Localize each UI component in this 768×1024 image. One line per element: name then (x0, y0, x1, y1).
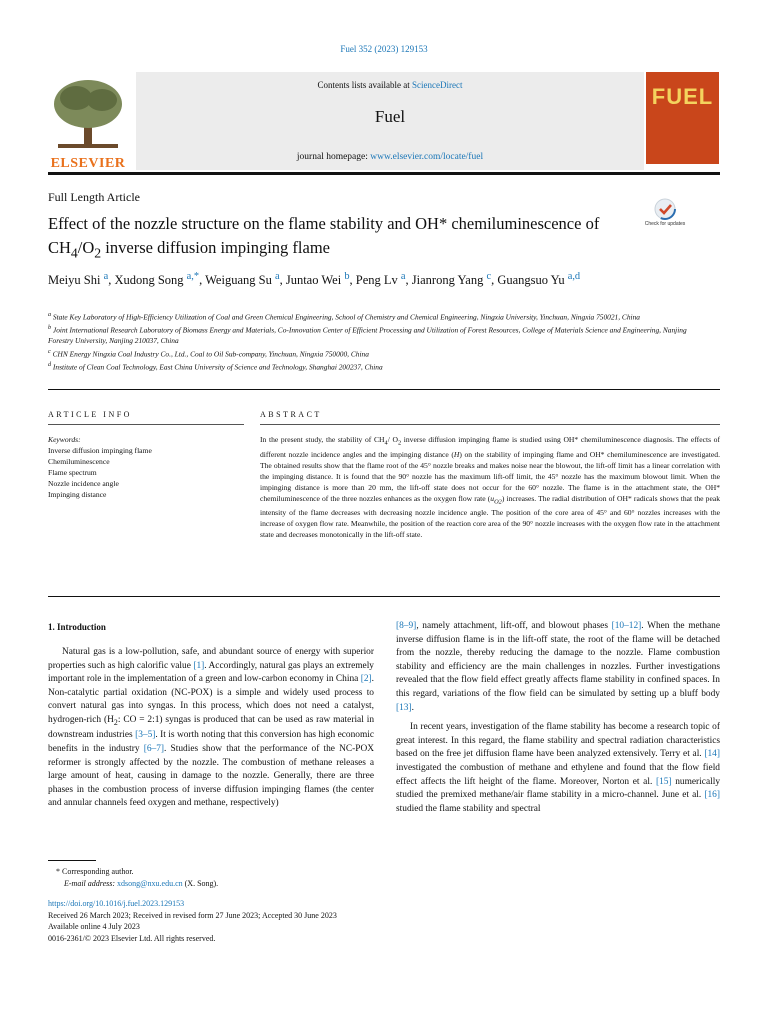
section-divider (48, 389, 720, 390)
article-info-heading: ARTICLE INFO (48, 410, 132, 419)
homepage-line: journal homepage: www.elsevier.com/locate/fuel (296, 152, 484, 162)
keyword-item: Inverse diffusion impinging flame (48, 446, 152, 455)
intro-paragraph: Natural gas is a low-pollution, safe, and abundant source of energy with superior properties such as high calorific value [1]. Accordingly, natural gas plays an extremely important role in the implementation of a green and low-carbon economy in China [2]. Non-catalytic partial oxidation (NC-POX) is a simple and widely used process to convert natural gas into syngas. In this process, which does not need a catalyst, hydrogen-rich ($H_2$: CO = 2:1) syngas is produced that can be used as raw material in downstream industries [3–5]. It is worth noting that this conversion has high economic benefits in the industry [6–7]. Studies show that the performance of the NC-POX reformer is strongly affected by the nozzle. The combustion of methane releases a large amount of heat, causing in damage to the nozzle. Generally, there are three phases in the combustion process of inverse diffusion impinging flames (the center and annular channels feed oxygen and methane, respectively) (48, 647, 375, 809)
sciencedirect-link[interactable]: ScienceDirect (412, 80, 463, 90)
email-line: E-mail address: xdsong@nxu.edu.cn (X. Song). (64, 879, 219, 888)
copyright-line: 0016-2361/© 2023 Elsevier Ltd. All rights reserved. (48, 933, 216, 943)
journal-cover[interactable] (646, 72, 719, 164)
header-divider (48, 172, 720, 175)
body-divider (48, 596, 720, 597)
received-dates: Received 26 March 2023; Received in revised form 27 June 2023; Accepted 30 June 2023 (48, 910, 337, 920)
corresponding-footnote (48, 866, 448, 890)
keyword-item: Chemiluminescence (48, 457, 110, 466)
affiliation-item: $^d$ Institute of Clean Coal Technology, East China University of Science and Technology, Shanghai 200237, China (48, 361, 383, 372)
intro-column-right (396, 620, 720, 816)
journal-citation[interactable]: Fuel 352 (2023) 129153 (340, 44, 428, 54)
contents-line: Contents lists available at ScienceDirect (317, 80, 463, 90)
keywords-block (48, 434, 244, 500)
keywords-label: Keywords: (48, 435, 81, 444)
affiliation-item: $^b$ Joint International Research Laboratory of Biomass Energy and Materials, Co-Innovation Center of Efficient Processing and Utilization of Forest Resources, College of Materials Science and Engineering, Nanjing Forestry University, Nanjing 210037, China (48, 325, 687, 346)
abstract-text: In the present study, the stability of $CH_4/$ $O_2$ inverse diffusion impinging flame is studied using OH* chemiluminescence diagnosis. The effects of different nozzle incidence angles and the impinging distance (H) on the stability of impinging flame and OH* chemiluminescence are investigated. The obtained results show that the flame root of the 45° nozzle breaks and makes noise near the blowout, the lift-off limit has a linear correlation with the impinging distance. It is found that the 90° nozzle has the maximum lift-off limit, the 45° nozzle has the maximum blowout limit. When the impinging distance is more than 20 mm, the lift-off state does not occur for the 60° nozzle. The flame is in the attachment state, the OH* chemiluminescence of the three nozzles enhances as the oxygen flow rate $(u_{O2})$ increases. The radial distribution of OH* radicals shows that the peak intensity of the flame decreases with decreasing nozzle incidence angle. The position of the core area of 45° and 60° nozzles increases with the increase of oxygen flow rate. Meanwhile, the position of the reaction core area of the 90° nozzle increases with the oxygen flow rate in the attachment state and decreases monotonically in the lift-off state. (260, 435, 720, 540)
author-list: Meiyu Shi $^a$, Xudong Song $^{a,*}$, Weiguang Su $^a$, Juntao Wei $^b$, Peng Lv $^a$, Jianrong Yang $^c$, Guangsuo Yu $^{a,d}$ (48, 271, 581, 288)
check-updates-label: Check for updates (644, 221, 686, 227)
publication-info (48, 898, 448, 944)
homepage-link[interactable]: www.elsevier.com/locate/fuel (370, 152, 484, 162)
affiliation-item: $^a$ State Key Laboratory of High-Efficiency Utilization of Coal and Green Chemical Engineering, School of Chemistry and Chemical Engineering, Ningxia University, Yinchuan, Ningxia 750021, China (48, 312, 641, 322)
affiliations (48, 310, 698, 373)
intro-column-left (48, 646, 374, 811)
publisher-wordmark: ELSEVIER (50, 156, 126, 171)
elsevier-tree-logo (48, 76, 128, 170)
article-info-rule (48, 424, 244, 425)
intro-paragraph: [8–9], namely attachment, lift-off, and blowout phases [10–12]. When the methane inverse diffusion flame is in the lift-off state, the root of the flame will be detached from the nozzle, thereby reducing the damage to the nozzle. Flame combustion stability and efficiency are the main challenges in nozzles. Further investigations revealed that the flow field effect greatly affects flame stability in confined spaces. In this regard, variations of the flow field can be simulated by setting up a bluff body [13]. (396, 621, 720, 713)
article-type: Full Length Article (48, 190, 140, 204)
keyword-item: Nozzle incidence angle (48, 479, 119, 488)
doi-link[interactable]: https://doi.org/10.1016/j.fuel.2023.129153 (48, 899, 185, 908)
abstract-heading: ABSTRACT (260, 410, 322, 419)
journal-name: Fuel (374, 107, 406, 126)
article-title: Effect of the nozzle structure on the flame stability and OH* chemiluminescence of $CH_4/O_2$ inverse diffusion impinging flame (48, 214, 600, 261)
affiliation-item: $^c$ CHN Energy Ningxia Coal Industry Co., Ltd., Coal to Oil Sub-company, Yinchuan, Ningxia 750000, China (48, 348, 369, 359)
keyword-item: Impinging distance (48, 490, 107, 499)
online-date: Available online 4 July 2023 (48, 922, 140, 931)
check-for-updates-badge[interactable] (644, 196, 686, 230)
email-link[interactable]: xdsong@nxu.edu.cn (117, 879, 183, 888)
cover-title: FUEL (651, 84, 714, 109)
keyword-item: Flame spectrum (48, 468, 97, 477)
check-updates-icon (644, 196, 686, 230)
abstract-rule (260, 424, 720, 425)
intro-paragraph: In recent years, investigation of the flame stability has become a research topic of great interest. In this regard, the flame stability and spectral radiation characteristics based on the free jet diffusion flame have been analyzed extensively. Terry et al. [14] investigated the combustion of methane and ethylene and found that the flow field effect affects the lift height of the flame. Moreover, Norton et al. [15] numerically studied the premixed methane/air flame stability in a micro-channel. June et al. [16] studied the flame stability and spectral (396, 722, 721, 814)
introduction-heading: 1. Introduction (48, 622, 106, 632)
header-band (136, 72, 644, 170)
journal-header (48, 72, 720, 172)
corresponding-author-note: * Corresponding author. (56, 867, 134, 876)
footnote-rule (48, 860, 96, 861)
